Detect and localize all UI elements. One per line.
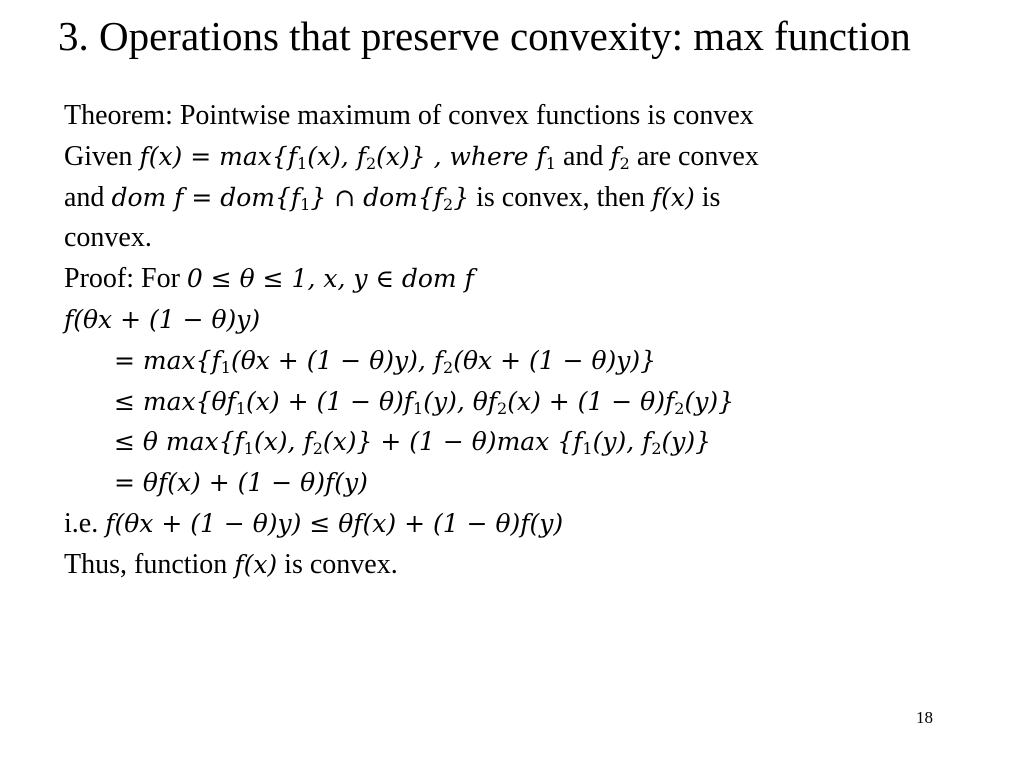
max-definition: $f(x) = \max\{f_1(x)$, $f_2(x)$} , where $f_1$ [139,141,556,173]
fx-symbol: f(x) [651,182,695,212]
proof-label: Proof: For [64,263,187,295]
given-line [64,137,1004,178]
domain-mid: is convex, then [469,181,652,213]
proof-step-1 [64,341,1004,382]
ie-label: i.e. [64,507,106,539]
ie-expression: f(θx + (1 − θ)y) ≤ θf(x) + (1 − θ)f(y) [105,508,564,538]
domain-and: and [64,181,112,213]
proof-step-0 [64,300,1004,341]
page-number: 18 [916,708,933,727]
theorem-statement: Theorem: Pointwise maximum of convex functions is convex [64,100,754,131]
proof-step-2 [64,382,1004,423]
given-rest: are convex [629,140,759,172]
slide-body [64,96,1004,586]
proof-condition: 0 ≤ θ ≤ 1, x, y ∈ dom f [186,264,474,294]
domain-expression: dom $f = dom\{f_1\}$ ∩ $dom\{f_2\}$ [111,182,470,214]
convex-word: convex. [64,222,152,254]
given-label: Given [64,140,140,172]
ie-line [64,504,1004,545]
f2-symbol: $f_2$ [610,141,630,173]
proof-step-3 [64,422,1004,463]
conclusion-end: is convex. [277,548,398,580]
proof-step-4 [64,463,1004,504]
slide-title: 3. Operations that preserve convexity: max function [58,13,911,59]
conclusion-fx: f(x) [234,549,278,579]
conclusion-line [64,545,1004,586]
conclusion-start: Thus, function [64,548,235,580]
proof-line [64,259,1004,300]
domain-line [64,178,1004,219]
proof-step-1-expr: = $\max\{f_1(\theta x + (1 - \theta)y)$, $f_2(\theta x + (1 - \theta)y)$} [114,345,657,377]
domain-is: is [694,181,721,213]
proof-step-2-expr: ≤ $\max\{\theta f_1(x) + (1 - \theta)f_1(y)$, $\theta f_2(x) + (1 - \theta)f_2(y)$} [114,386,734,418]
proof-step-4-expr: = θf(x) + (1 − θ)f(y) [114,468,368,498]
proof-step-3-expr: ≤ θ $\max\{f_1(x)$, $f_2(x)\} + (1 - \theta)\max$ {$f_1(y)$, $f_2(y)$} [114,427,712,459]
given-and: and [555,140,611,172]
proof-step-0-expr: f(θx + (1 − θ)y) [64,304,261,334]
